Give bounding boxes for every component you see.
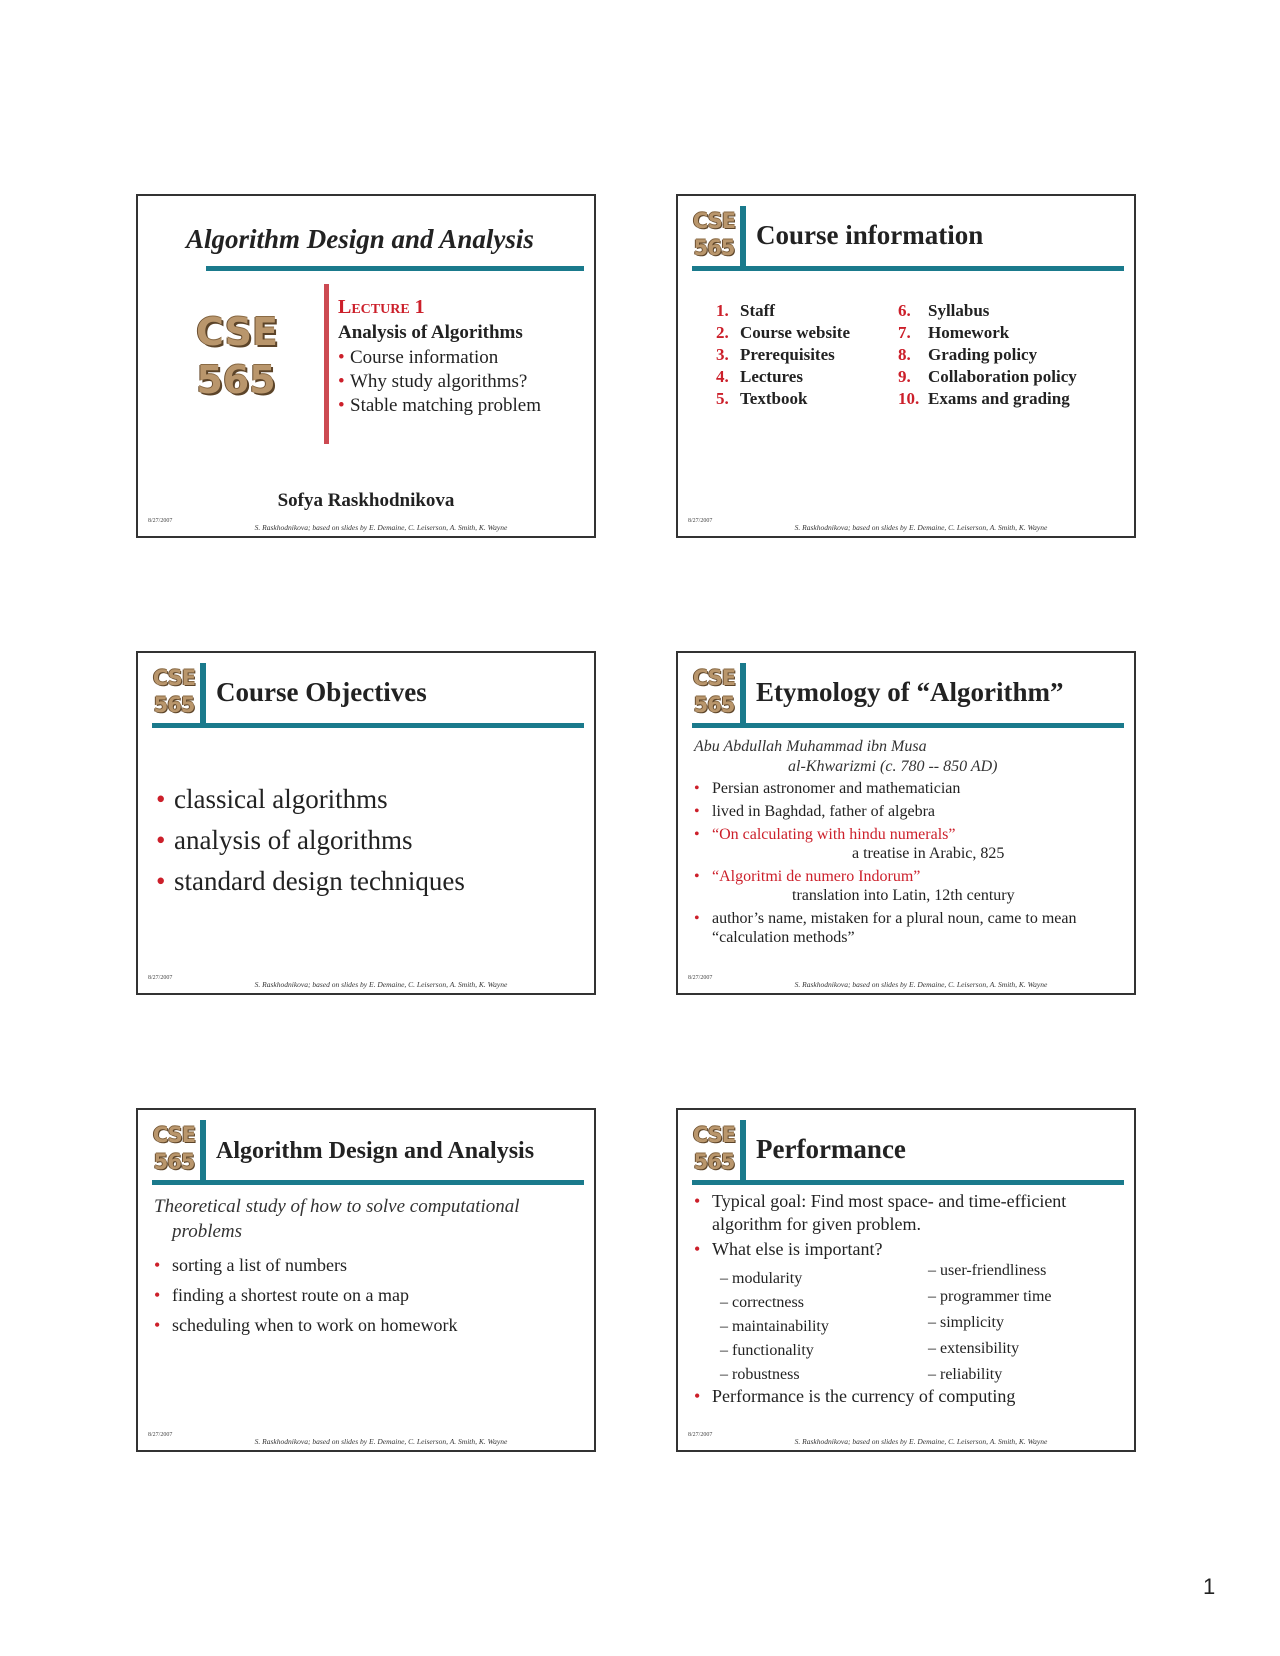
person-name-line1: Abu Abdullah Muhammad ibn Musa: [694, 738, 927, 755]
slide-date: 8/27/2007: [688, 975, 713, 981]
author-name: Sofya Raskhodnikova: [277, 490, 455, 511]
course-logo: [692, 208, 736, 266]
item-number: 9.: [898, 367, 911, 386]
topics-left-column: [716, 300, 850, 410]
treatise-note: a treatise in Arabic, 825: [852, 845, 1005, 862]
logo-line2: 565: [693, 236, 735, 260]
quality-item: – maintainability: [720, 1318, 829, 1335]
performance-list: [694, 1190, 1128, 1261]
logo-bar: [740, 206, 746, 270]
etymology-list: [694, 779, 1118, 951]
course-logo: [692, 665, 736, 723]
item-number: 7.: [898, 323, 911, 342]
logo-line1: CSE: [692, 209, 736, 233]
logo-line2: 565: [153, 1150, 195, 1174]
list-item: • Performance is the currency of computing: [694, 1386, 1015, 1407]
slide-heading: Performance: [756, 1134, 906, 1164]
slide-algorithm-design: [136, 1108, 596, 1452]
slide-course-information: [676, 194, 1136, 538]
item-label: Staff: [740, 301, 775, 320]
performance-conclusion: [694, 1386, 1015, 1407]
slide-heading: Etymology of “Algorithm”: [756, 677, 1064, 707]
list-item: • author’s name, mistaken for a plural noun, came to mean “calculation methods”: [694, 909, 1118, 947]
slide-etymology: [676, 651, 1136, 995]
item-label: Course website: [740, 323, 851, 342]
slide-footer: S. Raskhodnikova; based on slides by E. Demaine, C. Leiserson, A. Smith, K. Wayne: [794, 980, 1048, 989]
list-item: [716, 300, 850, 322]
slide-footer: S. Raskhodnikova; based on slides by E. Demaine, C. Leiserson, A. Smith, K. Wayne: [794, 1437, 1048, 1446]
item-label: Collaboration policy: [928, 367, 1077, 386]
list-item: • Stable matching problem: [338, 394, 541, 418]
slide-footer: S. Raskhodnikova; based on slides by E. Demaine, C. Leiserson, A. Smith, K. Wayne: [254, 523, 508, 532]
title-rule: [692, 723, 1124, 728]
examples-list: [154, 1250, 457, 1340]
logo-line1: CSE: [152, 666, 196, 690]
person-name-line2: al-Khwarizmi (c. 780 -- 850 AD): [788, 758, 998, 775]
slide-footer: S. Raskhodnikova; based on slides by E. Demaine, C. Leiserson, A. Smith, K. Wayne: [254, 1437, 508, 1446]
item-number: 1.: [716, 301, 729, 320]
translation-note: translation into Latin, 12th century: [792, 887, 1015, 904]
slide-course-objectives: [136, 651, 596, 995]
title-rule: [692, 1180, 1124, 1185]
item-number: 4.: [716, 367, 729, 386]
qualities-right: [928, 1258, 1052, 1388]
course-logo: [152, 665, 196, 723]
slide-date: 8/27/2007: [148, 1432, 173, 1438]
list-item: • Course information: [338, 346, 541, 370]
quality-item: – functionality: [720, 1342, 814, 1359]
list-item: [898, 388, 1077, 410]
lecture-topics: [338, 346, 541, 418]
divider-bar: [324, 284, 329, 444]
list-item: • sorting a list of numbers: [154, 1250, 457, 1280]
slide-date: 8/27/2007: [688, 518, 713, 524]
item-label: Grading policy: [928, 345, 1038, 364]
list-item: [694, 825, 1118, 863]
list-item: • scheduling when to work on homework: [154, 1310, 457, 1340]
list-item: • What else is important?: [694, 1238, 1128, 1261]
lecture-subtitle: Analysis of Algorithms: [338, 322, 523, 343]
course-logo: [152, 1122, 196, 1180]
list-item: • lived in Baghdad, father of algebra: [694, 802, 1118, 821]
qualities-left: [720, 1267, 829, 1387]
objectives-list: [156, 779, 465, 902]
quality-item: – user-friendliness: [928, 1262, 1047, 1279]
slide-date: 8/27/2007: [148, 518, 173, 524]
course-logo: [196, 308, 276, 404]
item-label: Prerequisites: [740, 345, 835, 364]
slide-heading: Course information: [756, 220, 984, 250]
slide-date: 8/27/2007: [148, 975, 173, 981]
list-item: [898, 300, 1077, 322]
translation-title: “Algoritmi de numero Indorum”: [712, 868, 921, 885]
list-item: [716, 366, 850, 388]
logo-line1: CSE: [692, 1123, 736, 1147]
item-label: Exams and grading: [928, 389, 1070, 408]
slide-footer: S. Raskhodnikova; based on slides by E. Demaine, C. Leiserson, A. Smith, K. Wayne: [254, 980, 508, 989]
list-item: [716, 344, 850, 366]
quality-item: – robustness: [720, 1366, 800, 1383]
logo-bar: [200, 1120, 206, 1184]
slide-footer: S. Raskhodnikova; based on slides by E. Demaine, C. Leiserson, A. Smith, K. Wayne: [794, 523, 1048, 532]
list-item: • finding a shortest route on a map: [154, 1280, 457, 1310]
quality-item: – correctness: [720, 1294, 804, 1311]
slide-heading: Algorithm Design and Analysis: [216, 1138, 535, 1164]
list-item: [716, 322, 850, 344]
quality-item: – modularity: [720, 1270, 803, 1287]
item-number: 6.: [898, 301, 911, 320]
quality-item: – extensibility: [928, 1340, 1020, 1357]
title-rule: [152, 1180, 584, 1185]
treatise-title: “On calculating with hindu numerals”: [712, 826, 956, 843]
title-rule: [152, 723, 584, 728]
item-label: Textbook: [740, 389, 808, 408]
item-number: 10.: [898, 389, 920, 408]
list-item: [694, 867, 1118, 905]
list-item: [716, 388, 850, 410]
logo-line2: 565: [693, 693, 735, 717]
course-logo: [692, 1122, 736, 1180]
person-name: [694, 737, 997, 777]
logo-bar: [200, 663, 206, 727]
logo-line2: 565: [693, 1150, 735, 1174]
logo-line1: CSE: [196, 310, 278, 354]
slide-title-heading: Algorithm Design and Analysis: [186, 224, 534, 254]
item-label: Lectures: [740, 367, 803, 386]
list-item: [898, 322, 1077, 344]
quality-item: – reliability: [928, 1366, 1003, 1383]
logo-line1: CSE: [692, 666, 736, 690]
item-number: 3.: [716, 345, 729, 364]
logo-line1: CSE: [152, 1123, 196, 1147]
list-item: • analysis of algorithms: [156, 820, 465, 861]
item-label: Syllabus: [928, 301, 990, 320]
intro-line1: Theoretical study of how to solve computational: [154, 1196, 520, 1217]
slide-title: [136, 194, 596, 538]
intro-text: [154, 1194, 520, 1244]
list-item: • Typical goal: Find most space- and time-efficient algorithm for given problem.: [694, 1190, 1128, 1236]
list-item: • classical algorithms: [156, 779, 465, 820]
list-item: [898, 366, 1077, 388]
item-number: 8.: [898, 345, 911, 364]
item-number: 5.: [716, 389, 729, 408]
logo-bar: [740, 663, 746, 727]
lecture-label: Lecture 1: [338, 296, 425, 318]
item-number: 2.: [716, 323, 729, 342]
title-rule: [206, 266, 584, 271]
slide-date: 8/27/2007: [688, 1432, 713, 1438]
logo-line2: 565: [153, 693, 195, 717]
list-item: • Persian astronomer and mathematician: [694, 779, 1118, 798]
list-item: • Why study algorithms?: [338, 370, 541, 394]
slide-performance: [676, 1108, 1136, 1452]
slide-heading: Course Objectives: [216, 677, 427, 707]
intro-line2: problems: [172, 1221, 243, 1242]
page-number: 1: [1203, 1574, 1216, 1599]
quality-item: – simplicity: [928, 1314, 1004, 1331]
quality-item: – programmer time: [928, 1288, 1052, 1305]
list-item: [898, 344, 1077, 366]
logo-bar: [740, 1120, 746, 1184]
item-label: Homework: [928, 323, 1010, 342]
list-item: • standard design techniques: [156, 861, 465, 902]
topics-right-column: [898, 300, 1077, 410]
title-rule: [692, 266, 1124, 271]
logo-line2: 565: [196, 358, 276, 402]
